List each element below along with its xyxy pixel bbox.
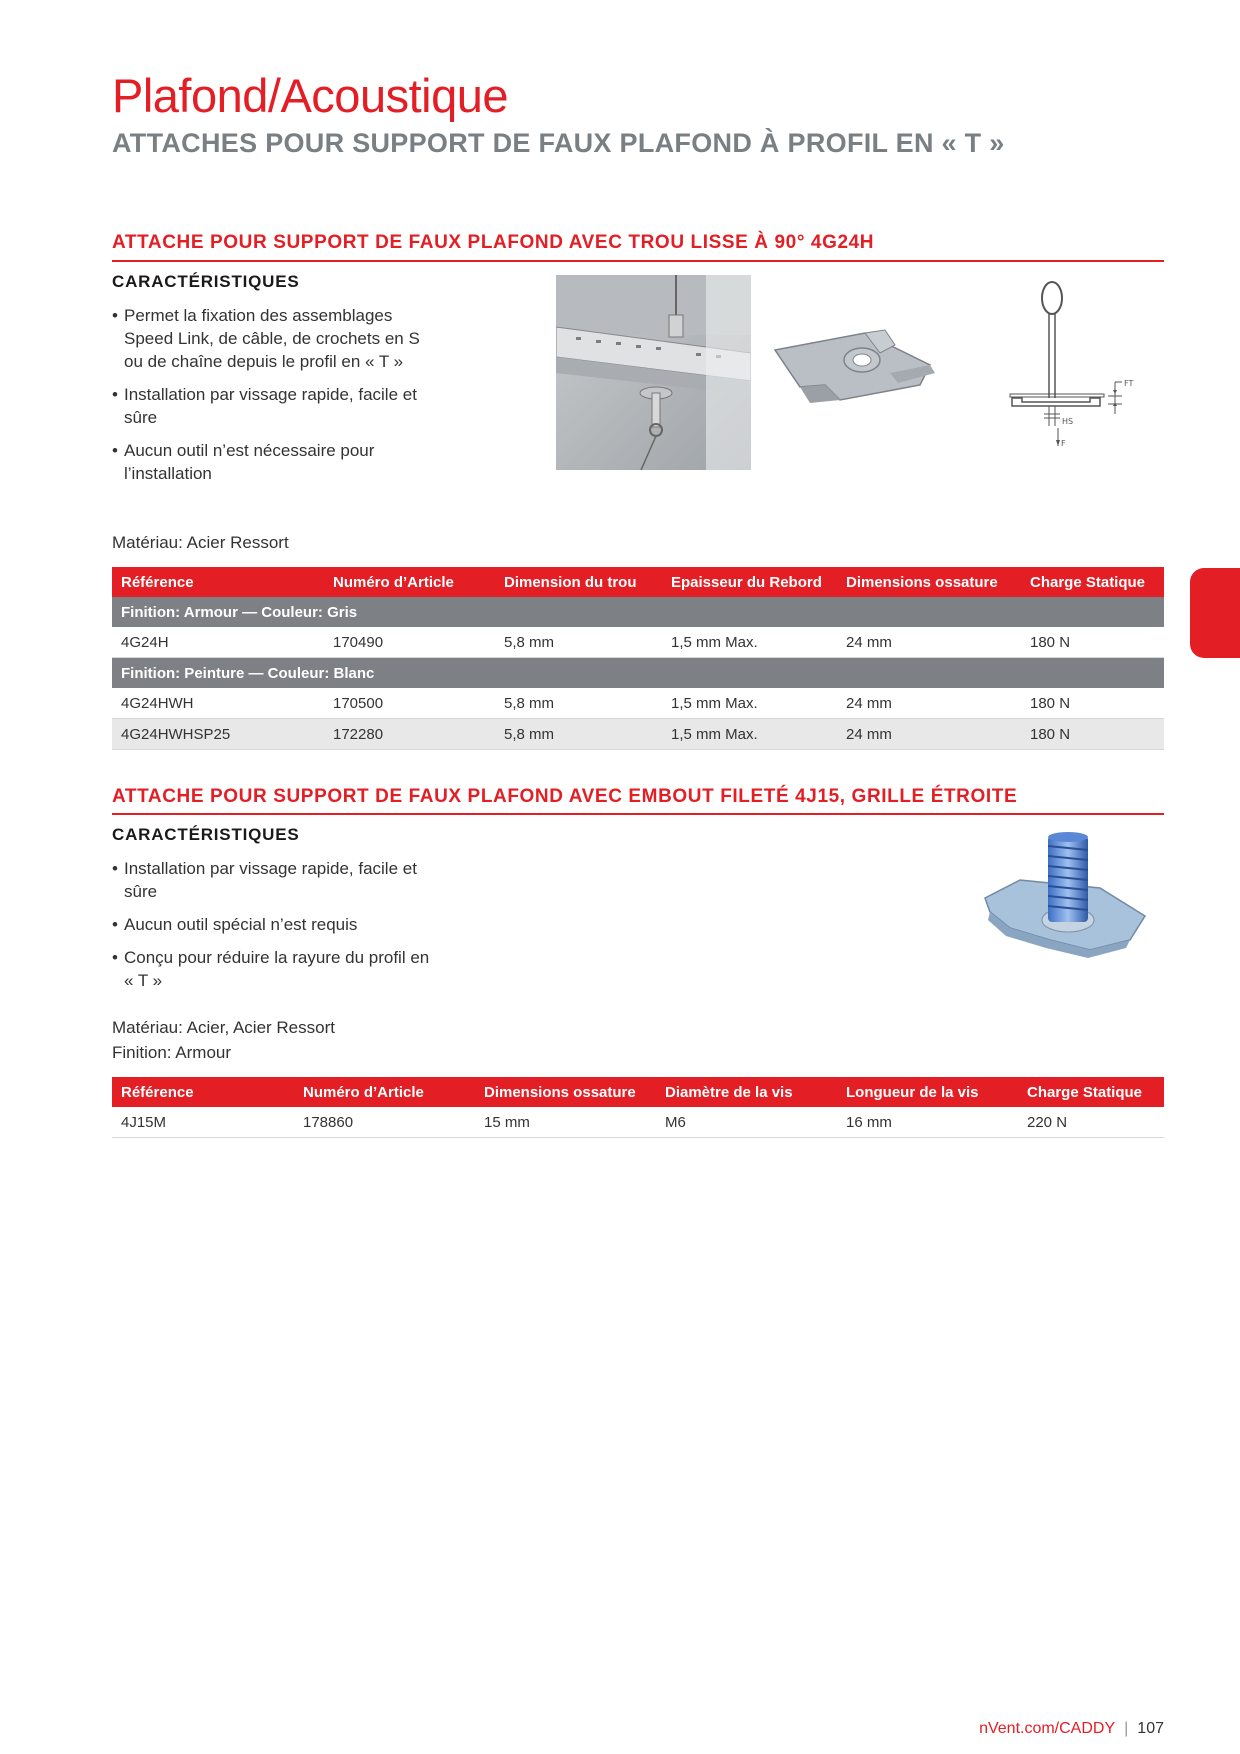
column-header: Dimensions ossature [837,567,1021,597]
column-header: Référence [112,1077,294,1107]
diagram-label-hs: HS [1062,417,1074,426]
section-rule [112,813,1164,815]
table-row: 4G24HWH 170500 5,8 mm 1,5 mm Max. 24 mm 180 N [112,688,1164,719]
clip-diagram [1000,278,1140,458]
page-subtitle: ATTACHES POUR SUPPORT DE FAUX PLAFOND À PROFIL EN « T » [112,128,1005,158]
table-header-row [112,567,1164,597]
table-header-row [112,1077,1164,1107]
features-heading: CARACTÉRISTIQUES [112,825,300,844]
feature-item: • Installation par vissage rapide, facile et sûre [112,383,442,429]
column-header: Dimension du trou [495,567,662,597]
table-group-row: Finition: Peinture — Couleur: Blanc [112,658,1164,689]
clip-4j15-image [980,828,1150,963]
table-row: 4G24H 170490 5,8 mm 1,5 mm Max. 24 mm 180 N [112,627,1164,658]
column-header: Charge Statique [1018,1077,1164,1107]
feature-item: • Permet la fixation des assemblages Speed Link, de câble, de crochets en S ou de chaîne depuis le profil en « T » [112,304,442,373]
diagram-label-f: F [1061,439,1066,448]
column-header: Référence [112,567,324,597]
table-group-row: Finition: Armour — Couleur: Gris [112,597,1164,627]
feature-item: • Installation par vissage rapide, facile et sûre [112,857,442,903]
diagram-label-ft: FT [1124,379,1134,388]
column-header: Dimensions ossature [475,1077,656,1107]
column-header: Diamètre de la vis [656,1077,837,1107]
finish-text: Finition: Armour [112,1043,232,1062]
column-header: Longueur de la vis [837,1077,1018,1107]
features-list [112,857,442,1002]
section-title-4g24h: ATTACHE POUR SUPPORT DE FAUX PLAFOND AVEC TROU LISSE À 90° 4G24H [112,232,875,253]
page-number: 107 [1137,1720,1164,1737]
features-heading: CARACTÉRISTIQUES [112,272,300,291]
feature-item: • Aucun outil spécial n’est requis [112,913,442,936]
features-list [112,304,442,495]
table-row: 4J15M 178860 15 mm M6 16 mm 220 N [112,1107,1164,1138]
column-header: Numéro d’Article [324,567,495,597]
material-text: Matériau: Acier Ressort [112,533,289,552]
spec-table-4g24h [112,567,1164,750]
section-rule [112,260,1164,262]
column-header: Numéro d’Article [294,1077,475,1107]
feature-item: • Aucun outil n’est nécessaire pour l’installation [112,439,442,485]
feature-item: • Conçu pour réduire la rayure du profil en « T » [112,946,442,992]
column-header: Epaisseur du Rebord [662,567,837,597]
column-header: Charge Statique [1021,567,1164,597]
page-title: Plafond/Acoustique [112,69,509,122]
section-title-4j15: ATTACHE POUR SUPPORT DE FAUX PLAFOND AVEC EMBOUT FILETÉ 4J15, GRILLE ÉTROITE [112,786,1018,807]
clip-4g24h-image [770,325,940,415]
installation-photo [556,275,751,470]
material-text: Matériau: Acier, Acier Ressort [112,1018,335,1037]
footer-link[interactable]: nVent.com/CADDY [979,1720,1116,1737]
table-row: 4G24HWHSP25 172280 5,8 mm 1,5 mm Max. 24 mm 180 N [112,719,1164,750]
section-side-tab [1190,568,1240,658]
page-footer: nVent.com/CADDY | 107 [979,1720,1164,1737]
spec-table-4j15 [112,1077,1164,1138]
